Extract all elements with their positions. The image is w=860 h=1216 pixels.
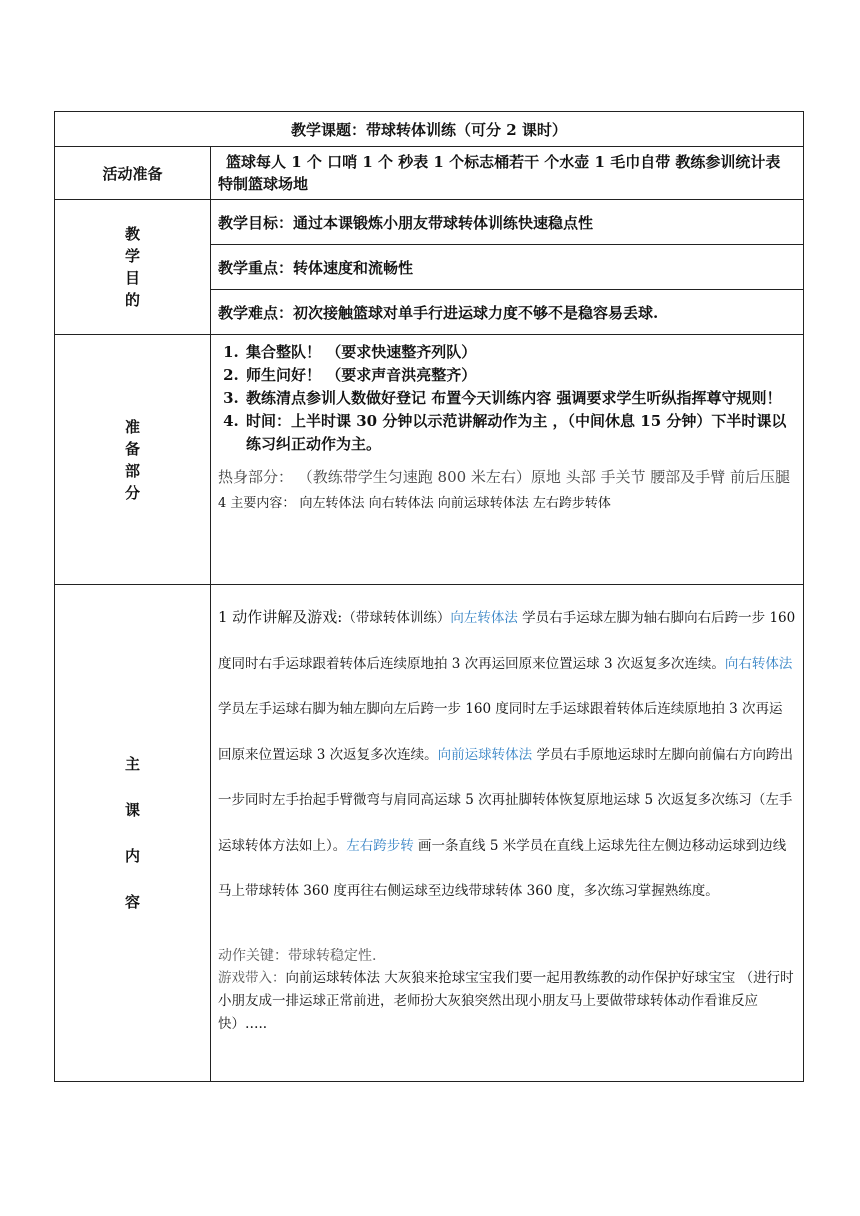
label-char: 目 (124, 269, 140, 287)
label-char: 内 (124, 847, 140, 865)
technique-forward-dribble-turn-desc: 学员右手原地运球时左脚向前偏右方向跨出一步同时左手抬起手臂微弯与肩同高运球 5 次再扯脚转体恢复原地运球 5 次返复多次练习（左手运球转体方法如上）。 (218, 746, 793, 854)
main-content-row (55, 585, 804, 1082)
technique-side-step-turn-desc: 画一条直线 5 米学员在直线上运球先往左侧边移动运球到边线马上带球转体 360 度再往右侧运球至边线带球转体 360 度，多次练习掌握熟练度。 (218, 837, 787, 899)
label-char: 备 (124, 439, 140, 458)
technique-forward-dribble-turn: 向前运球转体法 (437, 746, 533, 763)
lesson-title: 教学课题：带球转体训练（可分 2 课时） (55, 112, 804, 147)
lesson-plan-table (54, 111, 804, 1082)
preparation-label (55, 335, 211, 585)
preparation-row (55, 335, 804, 585)
technique-right-turn-desc: 学员左手运球右脚为轴左脚向左后跨一步 160 度同时左手运球跟着转体后连续原地拍 3 次再运回原来位置运球 3 次返复多次连续。 (218, 701, 783, 763)
step-item: 1. 集合整队！ （要求快速整齐列队） (244, 341, 796, 364)
label-char: 学 (124, 247, 140, 265)
activity-prep-content (211, 147, 804, 200)
activity-prep-row (55, 147, 804, 200)
label-char: 主 (124, 755, 140, 773)
preparation-vertical-label (125, 416, 140, 504)
step-item: 2. 师生问好！ （要求声音洪亮整齐） (244, 364, 796, 387)
technique-left-turn-desc: 学员右手运球左脚为轴右脚向右后跨一步 160 度同时右手运球跟着转体后连续原地拍 3 次再运回原来位置运球 3 次返复多次连续。 (218, 610, 796, 672)
main-content-body (211, 585, 804, 1082)
game-intro (218, 967, 796, 1036)
preparation-steps (218, 341, 796, 456)
action-key: 动作关键：带球转稳定性. (218, 947, 377, 964)
activity-prep-label: 活动准备 (55, 147, 211, 200)
main-content-vertical-label (125, 741, 140, 925)
main-content-label (55, 585, 211, 1082)
step-item: 4. 时间：上半时课 30 分钟以示范讲解动作为主 ，（中间休息 15 分钟）下半时课以练习纠正动作为主。 (244, 410, 796, 456)
game-label: 游戏带入： (218, 969, 286, 986)
teaching-purpose-label (55, 200, 211, 335)
teaching-goal: 教学目标：通过本课锻炼小朋友带球转体训练快速稳点性 (211, 200, 804, 245)
goal-row (55, 200, 804, 245)
teaching-difficulty: 教学难点：初次接触篮球对单手行进运球力度不够不是稳容易丢球. (211, 290, 804, 335)
label-char: 准 (124, 417, 140, 436)
label-char: 部 (124, 461, 140, 480)
activity-prep-text: 篮球每人 1 个 口哨 1 个 秒表 1 个标志桶若干 个水壶 1 毛巾自带 教练参训统计表 特制篮球场地 (218, 153, 781, 193)
label-char: 教 (124, 225, 140, 243)
technique-side-step-turn: 左右跨步转 (346, 837, 414, 854)
teaching-key-point: 教学重点：转体速度和流畅性 (211, 245, 804, 290)
preparation-content (211, 335, 804, 585)
teaching-purpose-vertical-label (125, 223, 140, 311)
technique-right-turn: 向右转体法 (724, 655, 793, 672)
main-contents-list: 4 主要内容： 向左转体法 向右转体法 向前运球转体法 左右跨步转体 (218, 496, 611, 511)
game-text: 向前运球转体法 大灰狼来抢球宝宝我们要一起用教练教的动作保护好球宝宝 （进行时小朋友成一排运球正常前进，老师扮大灰狼突然出现小朋友马上要做带球转体动作看谁反应快）….. (218, 969, 794, 1032)
label-char: 分 (124, 483, 140, 502)
main-content-paragraph (218, 595, 796, 915)
label-char: 的 (124, 291, 140, 309)
section-heading: 1 动作讲解及游戏: (218, 608, 343, 626)
label-char: 容 (124, 893, 140, 911)
title-row (55, 112, 804, 147)
warmup-text: 热身部分： （教练带学生匀速跑 800 米左右）原地 头部 手关节 腰部及手臂 前后压腿 (218, 468, 791, 486)
section-subheading: （带球转体训练） (342, 610, 451, 626)
technique-left-turn: 向左转体法 (450, 610, 518, 626)
label-char: 课 (124, 801, 140, 819)
step-item: 3. 教练清点参训人数做好登记 布置今天训练内容 强调要求学生听纵指挥尊守规则！ (244, 387, 796, 410)
